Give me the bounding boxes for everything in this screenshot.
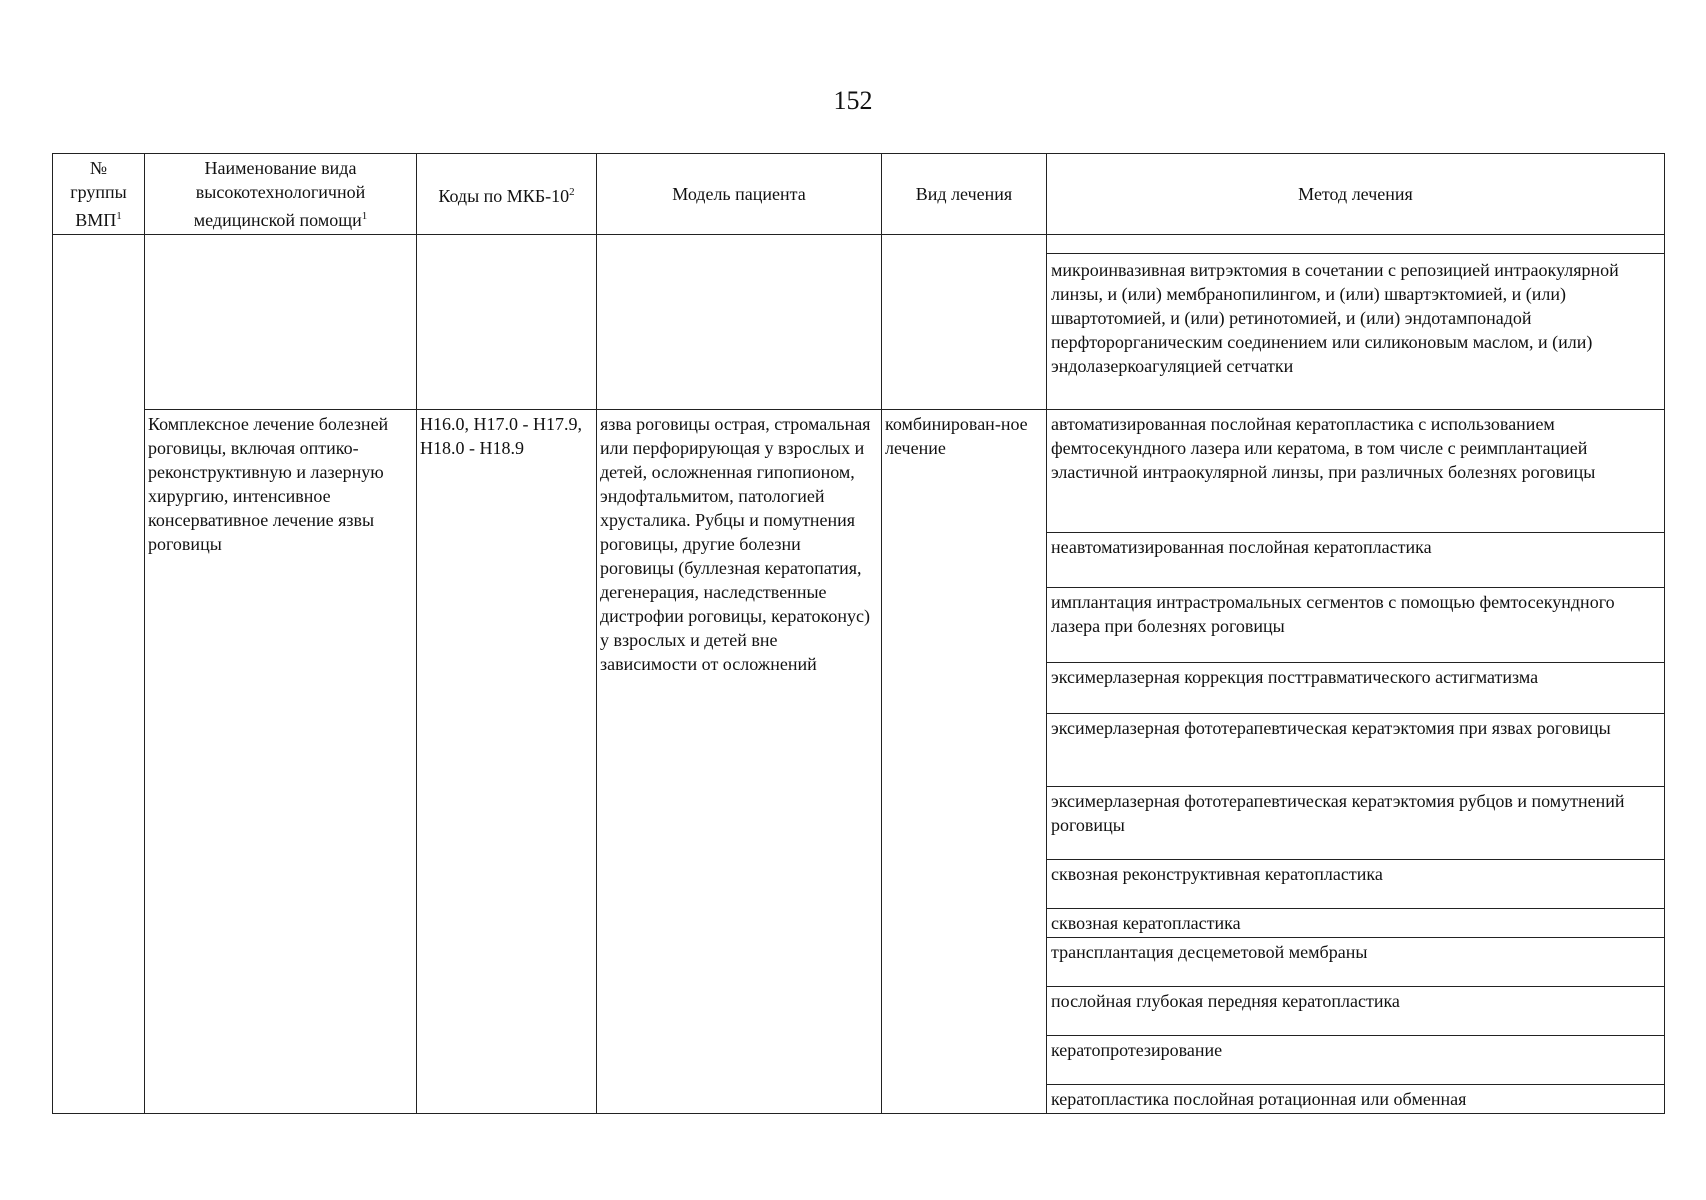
treatment-type-cell: комбинирован-ное лечение [882,410,1047,1114]
method-cell: эксимерлазерная фототерапевтическая кератэктомия рубцов и помутнений роговицы [1047,787,1665,860]
method-cell: имплантация интрастромальных сегментов с помощью фемтосекундного лазера при болезнях роговицы [1047,588,1665,663]
method-cell: сквозная реконструктивная кератопластика [1047,860,1665,909]
method-cell: эксимерлазерная фототерапевтическая кератэктомия при язвах роговицы [1047,714,1665,787]
header-codes-label: Коды по МКБ-10 [438,186,570,206]
header-treatment-type: Вид лечения [882,154,1047,235]
block-row [53,410,1665,533]
name-cell-empty [145,235,417,410]
header-name-line2: высокотехнологичной [195,182,366,202]
header-group-no-line2: группы [70,182,127,202]
header-group-no [53,154,145,235]
method-text: микроинвазивная витрэктомия в сочетании с репозицией интраокулярной линзы, и (или) мембранопилингом, и (или) швартэктомией, и (или) швартотомией, и (или) ретинотомией, и (или) эндотампонадой перфторорганическим соединением или силиконовым маслом, и (или) эндолазеркоагуляцией сетчатки [1051,260,1619,376]
footnote-mark: 1 [116,210,122,222]
method-cell: сквозная кератопластика [1047,909,1665,938]
treatment-type-cell-empty [882,235,1047,410]
header-name [145,154,417,235]
patient-model-cell: язва роговицы острая, стромальная или перфорирующая у взрослых и детей, осложненная гипопионом, эндофтальмитом, патологией хрусталика. Рубцы и помутнения роговицы, другие болезни роговицы (буллезная кератопатия, дегенерация, наследственные дистрофии роговицы, кератоконус) у взрослых и детей вне зависимости от осложнений [597,410,882,1114]
empty-subrow [1047,235,1664,254]
header-name-line1: Наименование вида [204,158,357,178]
header-name-line3: медицинской помощи [193,210,362,230]
patient-model-cell-empty [597,235,882,410]
method-cell [1047,235,1665,410]
vmp-table [52,153,1665,1114]
header-group-no-line3: ВМП [75,210,117,230]
vmp-name-cell: Комплексное лечение болезней роговицы, включая оптико-реконструктивную и лазерную хирургию, интенсивное консервативное лечение язвы роговицы [145,410,417,1114]
method-cell: эксимерлазерная коррекция посттравматического астигматизма [1047,663,1665,714]
method-cell: кератопластика послойная ротационная или обменная [1047,1085,1665,1114]
header-patient-model: Модель пациента [597,154,882,235]
icd-codes-cell: H16.0, H17.0 - H17.9, H18.0 - H18.9 [417,410,597,1114]
method-cell: послойная глубокая передняя кератопластика [1047,987,1665,1036]
method-cell: неавтоматизированная послойная кератопластика [1047,533,1665,588]
footnote-mark: 1 [361,210,368,222]
method-cell: трансплантация десцеметовой мембраны [1047,938,1665,987]
header-codes [417,154,597,235]
method-cell: автоматизированная послойная кератопластика с использованием фемтосекундного лазера или кератома, в том числе с реимплантацией эластичной интраокулярной линзы, при различных болезнях роговицы [1047,410,1665,533]
codes-cell-empty [417,235,597,410]
header-row [53,154,1665,235]
footnote-mark: 2 [569,186,575,198]
page-number: 152 [833,86,873,115]
continuation-row [53,235,1665,410]
header-method: Метод лечения [1047,154,1665,235]
group-no-cell [53,235,145,1114]
header-group-no-line1: № [89,158,108,178]
method-cell: кератопротезирование [1047,1036,1665,1085]
